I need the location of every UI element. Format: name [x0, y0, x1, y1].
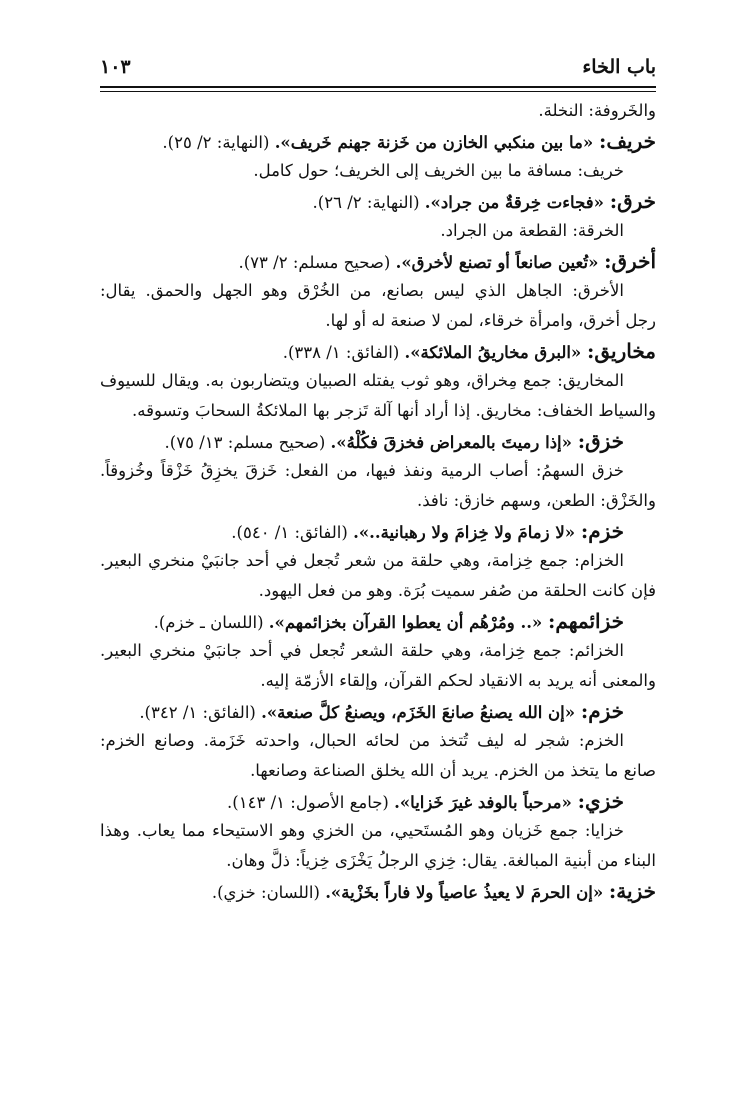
entry-line — [100, 126, 656, 156]
source-reference: (الفائق: ١/ ٣٣٨). — [282, 343, 405, 362]
headword: خزم: — [580, 699, 624, 723]
headword: خزية: — [608, 879, 656, 903]
source-reference: (اللسان: خزي). — [211, 883, 326, 902]
definition-line: رجل أخرق، وامرأة خرقاء، لمن لا صنعة له أو لها. — [325, 311, 656, 330]
chapter-title: باب الخاء — [582, 56, 656, 78]
definition-line: البناء من أبنية المبالغة. يقال: خِزي الرجلُ يَخْزَى خِزياً: ذلَّ وهان. — [226, 851, 656, 870]
source-reference: (صحيح مسلم: ١٣/ ٧٥). — [164, 433, 331, 452]
headword: أخرق: — [604, 249, 656, 273]
definition-line: الخزم: شجر له ليف تُتخذ من لحائه الحبال، واحدته خَزَمة. وصانع الخزم: — [100, 731, 624, 750]
headword: خزي: — [577, 789, 624, 813]
hadith-quote: «لا زمامَ ولا خِزامَ ولا رهبانية..». — [353, 523, 581, 542]
entry-line — [100, 786, 656, 816]
definition-line: والخَزْق: الطعن، وسهم خازق: نافذ. — [416, 491, 656, 510]
header-rule-thin — [100, 91, 656, 92]
definition-line: والمعنى أنه يريد به الانقياد لحكم القرآن، وإلقاء الأزمّة إليه. — [260, 671, 656, 690]
headword: خزم: — [580, 519, 624, 543]
source-reference: (الفائق: ١/ ٥٤٠). — [231, 523, 354, 542]
entry-line — [100, 696, 656, 726]
entry-line — [100, 336, 656, 366]
definition-line: خزايا: جمع خَزيان وهو المُستَحيي، من الخزي وهو الاستيحاء مما يعاب. وهذا — [100, 821, 624, 840]
entry-line — [100, 876, 656, 906]
page-body — [100, 96, 656, 906]
hadith-quote: «تُعين صانعاً أو تصنع لأخرق». — [395, 253, 605, 272]
definition-line: الخزائم: جمع خِزامة، وهي حلقة الشعر تُجعل في أحد جانبَيْ منخري البعير. — [100, 641, 624, 660]
headword: خزائمهم: — [548, 609, 624, 633]
definition-line: المخاريق: جمع مِخراق، وهو ثوب يفتله الصبيان ويتضاربون به. ويقال للسيوف — [100, 371, 624, 390]
hadith-quote: «.. ومُرْهُم أن يعطوا القرآن بخزائمهم». — [268, 613, 548, 632]
source-reference: (اللسان ـ خزم). — [153, 613, 269, 632]
hadith-quote: «فجاءت خِرقةٌ من جراد». — [424, 193, 610, 212]
hadith-quote: «ما بين منكبي الخازن من خَزنة جهنم خَريف». — [274, 133, 599, 152]
entry-line — [100, 606, 656, 636]
headword: خريف: — [598, 129, 656, 153]
entry-line — [100, 426, 656, 456]
definition-line: الخرقة: القطعة من الجراد. — [440, 221, 624, 240]
hadith-quote: «إذا رميتَ بالمعراض فخزقَ فكُلْهُ». — [330, 433, 578, 452]
hadith-quote: «مرحباً بالوفد غيرَ خَزايا». — [394, 793, 578, 812]
entry-line — [100, 516, 656, 546]
definition-line: خريف: مسافة ما بين الخريف إلى الخريف؛ حول كامل. — [253, 161, 624, 180]
definition-line: فإن كانت الحلقة من صُفر سميت بُرَة. وهو من فعل اليهود. — [258, 581, 656, 600]
headword: خرق: — [609, 189, 656, 213]
definition-line: والخَروفة: النخلة. — [538, 101, 656, 120]
source-reference: (النهاية: ٢/ ٢٦). — [312, 193, 425, 212]
definition-line: الأخرق: الجاهل الذي ليس بصانع، من الخُرْق وهو الجهل والحمق. يقال: — [100, 281, 624, 300]
entry-line — [100, 186, 656, 216]
definition-line: والسياط الخفاف: مخاريق. إذا أراد أنها آلة تَزجر بها الملائكةُ السحابَ وتسوقه. — [131, 401, 656, 420]
page-header — [100, 52, 656, 82]
source-reference: (الفائق: ١/ ٣٤٢). — [139, 703, 262, 722]
source-reference: (صحيح مسلم: ٢/ ٧٣). — [238, 253, 396, 272]
definition-line: خزق السهمُ: أصاب الرمية ونفذ فيها، من الفعل: خَزقَ يخزِقُ خَزْقاً وخُزوقاً. — [100, 461, 624, 480]
headword: مخاريق: — [586, 339, 656, 363]
hadith-quote: «البرق مخاريقُ الملائكة». — [404, 343, 587, 362]
source-reference: (جامع الأصول: ١/ ١٤٣). — [227, 793, 395, 812]
headword: خزق: — [577, 429, 624, 453]
hadith-quote: «إن الله يصنعُ صانعَ الخَزَم، ويصنعُ كلَّ صنعة». — [261, 703, 581, 722]
definition-line: صانع ما يتخذ من الخزم. يريد أن الله يخلق الصناعة وصانعها. — [250, 761, 656, 780]
header-rule-thick — [100, 86, 656, 88]
definition-line: الخزام: جمع خِزامة، وهي حلقة من شعر تُجعل في أحد جانبَيْ منخري البعير. — [100, 551, 624, 570]
page-number: ١٠٣ — [100, 56, 131, 78]
entry-line — [100, 246, 656, 276]
hadith-quote: «إن الحرمَ لا يعيذُ عاصياً ولا فاراً بخَزْية». — [325, 883, 609, 902]
source-reference: (النهاية: ٢/ ٢٥). — [162, 133, 275, 152]
